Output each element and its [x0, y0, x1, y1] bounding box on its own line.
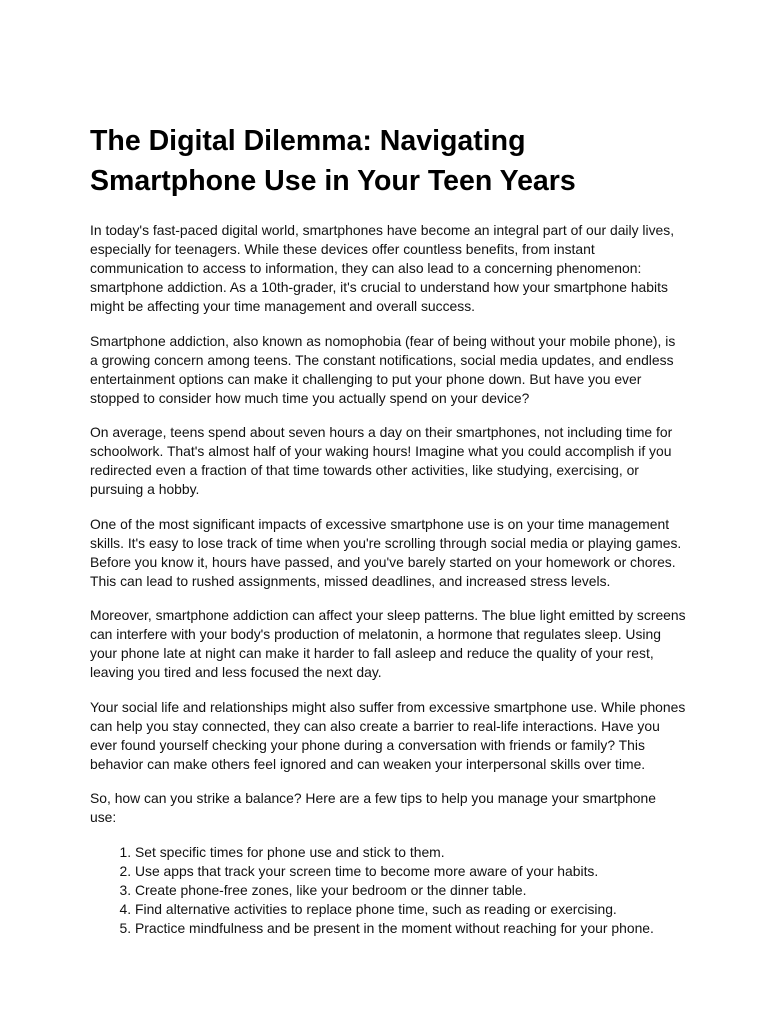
article-title: The Digital Dilemma: Navigating Smartphone Use in Your Teen Years	[90, 125, 576, 197]
paragraph-nomophobia: Smartphone addiction, also known as nomophobia (fear of being without your mobile phone), is a growing concern among teens. The constant notifications, social media updates, and endless entertainment options can make it challenging to put your phone down. But have you ever stopped to consider how much time you actually spend on your device?	[90, 332, 676, 406]
paragraph-sleep: Moreover, smartphone addiction can affect your sleep patterns. The blue light emitted by screens can interfere with your body's production of melatonin, a hormone that regulates sleep. Using your phone late at night can make it harder to fall asleep and reduce the quality of your rest, leaving you tired and less focused the next day.	[90, 607, 686, 680]
paragraph-time-management: One of the most significant impacts of excessive smartphone use is on your time management skills. It's easy to lose track of time when you're scrolling through social media or playing games. Before you know it, hours have passed, and you've barely started on your homework or chores. This can lead to rushed assignments, missed deadlines, and increased stress levels.	[90, 515, 682, 589]
paragraph-balance: So, how can you strike a balance? Here are a few tips to help you manage your smartphone use:	[90, 790, 656, 825]
list-item: 5. Practice mindfulness and be present in the moment without reaching for your phone.	[135, 919, 686, 938]
document-page	[90, 121, 686, 938]
tips-list	[90, 843, 686, 938]
list-item: 3. Create phone-free zones, like your bedroom or the dinner table.	[135, 881, 686, 900]
paragraph-intro: In today's fast-paced digital world, smartphones have become an integral part of our daily lives, especially for teenagers. While these devices offer countless benefits, from instant communication to access to information, they can also lead to a concerning phenomenon: smartphone addiction. As a 10th-grader, it's crucial to understand how your smartphone habits might be affecting your time management and overall success.	[90, 222, 675, 314]
list-item: 1. Set specific times for phone use and stick to them.	[135, 843, 686, 862]
list-item: 2. Use apps that track your screen time to become more aware of your habits.	[135, 862, 686, 881]
list-item: 4. Find alternative activities to replace phone time, such as reading or exercising.	[135, 900, 686, 919]
paragraph-social-life: Your social life and relationships might also suffer from excessive smartphone use. While phones can help you stay connected, they can also create a barrier to real-life interactions. Have you ever found yourself checking your phone during a conversation with friends or family? This behavior can make others feel ignored and can weaken your interpersonal skills over time.	[90, 698, 686, 772]
paragraph-average-use: On average, teens spend about seven hours a day on their smartphones, not including time for schoolwork. That's almost half of your waking hours! Imagine what you could accomplish if you redirected even a fraction of that time towards other activities, like studying, exercising, or pursuing a hobby.	[90, 424, 673, 497]
